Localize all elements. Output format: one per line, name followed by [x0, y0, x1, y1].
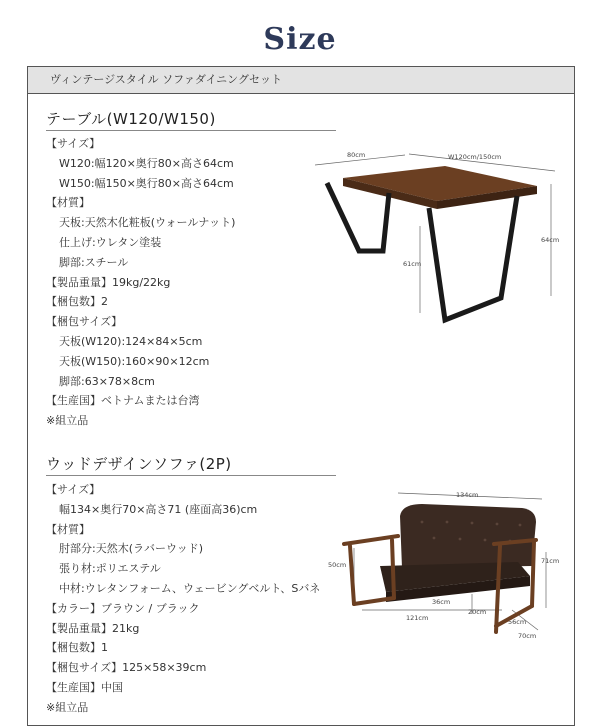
page-title: Size [263, 22, 337, 57]
sofa-spec-line: 【梱包数】1 [46, 641, 108, 655]
sofa-diagram [322, 486, 568, 646]
sofa-spec-line: 【サイズ】 [46, 483, 101, 496]
table-heading-rule [46, 130, 336, 131]
table-spec-line: 【生産国】ベトナムまたは台湾 [46, 394, 200, 408]
sofa-heading: ウッドデザインソファ(2P) [46, 455, 232, 473]
sofa-spec-line: 【生産国】中国 [46, 680, 123, 694]
table-heading: テーブル(W120/W150) [46, 110, 216, 128]
table-spec-line: 【サイズ】 [46, 137, 101, 150]
sofa-dim-arm-height: 50cm [328, 561, 347, 569]
sofa-spec-line: 中材:ウレタンフォーム、ウェービングベルト、Sバネ [59, 581, 321, 595]
sofa-dim-height: 71cm [541, 557, 560, 565]
table-spec-line: 【製品重量】19kg/22kg [46, 275, 171, 289]
sofa-backrest [400, 504, 536, 568]
sofa-spec-line: ※組立品 [46, 700, 89, 714]
sofa-spec-line: 【梱包サイズ】125×58×39cm [46, 661, 207, 675]
table-spec-line: 【梱包サイズ】 [46, 315, 123, 329]
sofa-dim-leg-gap: 20cm [468, 608, 487, 616]
table-spec-line: 天板(W150):160×90×12cm [59, 354, 210, 368]
table-spec-line: ※組立品 [46, 414, 89, 428]
sofa-spec-list [46, 480, 320, 718]
table-spec-line: 【材質】 [46, 196, 90, 210]
table-diagram [305, 148, 570, 338]
table-spec-line: 脚部:スチール [59, 255, 129, 269]
sofa-spec-line: 【カラー】ブラウン / ブラック [46, 601, 200, 615]
table-dim-leg-height: 61cm [403, 260, 422, 268]
table-spec-line: 天板:天然木化粧板(ウォールナット) [59, 216, 236, 230]
sofa-dim-base-width: 121cm [406, 614, 429, 622]
sofa-heading-rule [46, 475, 336, 476]
table-dim-depth: 80cm [347, 151, 366, 159]
sofa-dim-width: 134cm [456, 491, 479, 499]
sofa-spec-line: 幅134×奥行70×高さ71 (座面高36)cm [59, 502, 258, 516]
table-spec-line: 【梱包数】2 [46, 295, 108, 309]
sofa-spec-line: 【材質】 [46, 522, 90, 536]
table-spec-line: 仕上げ:ウレタン塗装 [59, 235, 162, 249]
table-dim-width: W120cm/150cm [448, 153, 502, 161]
table-spec-line: 脚部:63×78×8cm [59, 374, 155, 388]
sofa-dim-seat-height: 36cm [432, 598, 451, 606]
table-spec-list [46, 134, 235, 431]
table-spec-line: W150:幅150×奥行80×高さ64cm [59, 176, 234, 190]
sofa-spec-line: 肘部分:天然木(ラバーウッド) [59, 542, 204, 556]
table-spec-line: W120:幅120×奥行80×高さ64cm [59, 156, 234, 170]
sofa-dim-depth-a: 56cm [508, 618, 527, 626]
subtitle-bar: ヴィンテージスタイル ソファダイニングセット [27, 66, 575, 94]
table-spec-line: 天板(W120):124×84×5cm [59, 334, 203, 348]
sofa-spec-line: 張り材:ポリエステル [59, 562, 161, 576]
table-dim-height: 64cm [541, 236, 560, 244]
sofa-dim-depth-b: 70cm [518, 632, 537, 640]
sofa-spec-line: 【製品重量】21kg [46, 621, 140, 635]
